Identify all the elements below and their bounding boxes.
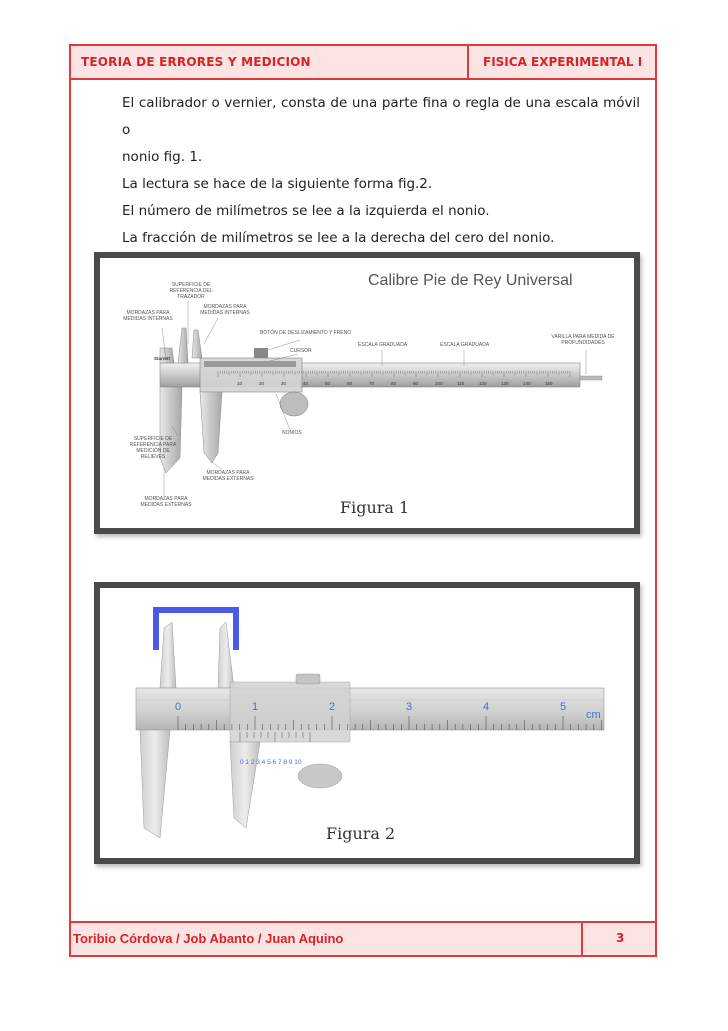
scale-number: 120 bbox=[479, 381, 487, 386]
label-nonios: NONIOS bbox=[282, 430, 302, 436]
header-left-title: TEORIA DE ERRORES Y MEDICION bbox=[81, 55, 311, 69]
page-number: 3 bbox=[616, 931, 625, 945]
body-line-4: El número de milímetros se lee a la izquierda el nonio. bbox=[122, 203, 490, 219]
scale-number: 110 bbox=[457, 381, 465, 386]
label-superficie-relieves: SUPERFICIE DE REFERENCIA PARA MEDICIÓN DE RELIEVES bbox=[129, 436, 177, 460]
scale-number: 30 bbox=[281, 381, 287, 386]
label-superficie-trazador: SUPERFICIE DE REFERENCIA DEL TRAZADOR bbox=[169, 282, 213, 300]
scale-unit: cm bbox=[586, 709, 601, 721]
label-mordazas-internas-top: MORDAZAS PARA MEDIDAS INTERNAS bbox=[200, 304, 250, 316]
scale-number: 40 bbox=[303, 381, 309, 386]
scale-number: 140 bbox=[523, 381, 531, 386]
label-mordazas-internas-left: MORDAZAS PARA MEDIDAS INTERNAS bbox=[123, 310, 173, 322]
scale-number: 150 bbox=[545, 381, 553, 386]
scale-number: 3 bbox=[406, 701, 413, 713]
scale-number: 5 bbox=[560, 701, 567, 713]
body-line-1: El calibrador o vernier, consta de una parte fina o regla de una escala móvil o bbox=[122, 95, 640, 138]
scale-number: 60 bbox=[347, 381, 353, 386]
label-mordazas-externas-left: MORDAZAS PARA MEDIDAS EXTERNAS bbox=[140, 496, 192, 508]
figure-1-title: Calibre Pie de Rey Universal bbox=[368, 272, 573, 289]
page-footer bbox=[69, 921, 657, 957]
header-divider bbox=[467, 46, 469, 78]
body-line-5: La fracción de milímetros se lee a la derecha del cero del nonio. bbox=[122, 230, 555, 246]
body-text bbox=[122, 90, 640, 252]
body-line-2: nonio fig. 1. bbox=[122, 149, 203, 165]
scale-number: 100 bbox=[435, 381, 443, 386]
scale-number: 4 bbox=[483, 701, 490, 713]
scale-number: 90 bbox=[413, 381, 419, 386]
scale-number: 130 bbox=[501, 381, 509, 386]
footer-authors: Toribio Córdova / Job Abanto / Juan Aquino bbox=[73, 931, 344, 946]
scale-number: 10 bbox=[237, 381, 243, 386]
scale-number: 80 bbox=[391, 381, 397, 386]
label-escala-graduada-2: ESCALA GRADUADA bbox=[440, 342, 490, 348]
label-boton-deslizamiento: BOTÓN DE DESLIZAMIENTO Y FRENO bbox=[260, 330, 352, 336]
scale-number: 0 bbox=[175, 701, 182, 713]
scale-number: 50 bbox=[325, 381, 331, 386]
figure-1-caption: Figura 1 bbox=[340, 498, 410, 517]
caliper-brand: Starrett bbox=[154, 356, 171, 361]
vernier-numbers: 0 1 2 3 4 5 6 7 8 9 10 bbox=[240, 759, 302, 766]
label-cursor: CURSOR bbox=[290, 348, 312, 354]
figure-1 bbox=[94, 252, 640, 534]
body-line-3: La lectura se hace de la siguiente forma fig.2. bbox=[122, 176, 433, 192]
scale-number: 20 bbox=[259, 381, 265, 386]
scale-number: 2 bbox=[329, 701, 336, 713]
scale-number: 1 bbox=[252, 701, 259, 713]
scale-number: 70 bbox=[369, 381, 375, 386]
footer-divider bbox=[581, 923, 583, 955]
label-varilla-profundidades: VARILLA PARA MEDIDA DE PROFUNDIDADES bbox=[551, 334, 615, 346]
vernier-closeup-illustration bbox=[100, 588, 634, 858]
figure-2-caption: Figura 2 bbox=[326, 824, 396, 843]
label-escala-graduada-1: ESCALA GRADUADA bbox=[358, 342, 408, 348]
header-right-title: FISICA EXPERIMENTAL I bbox=[483, 55, 643, 69]
figure-2 bbox=[94, 582, 640, 864]
page-header bbox=[69, 44, 657, 80]
label-mordazas-externas-right: MORDAZAS PARA MEDIDAS EXTERNAS bbox=[202, 470, 254, 482]
